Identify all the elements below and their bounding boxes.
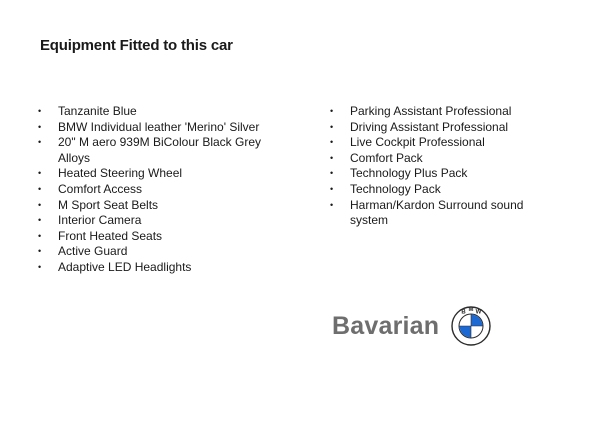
bullet-icon: • [38, 137, 42, 148]
dealer-logo [332, 306, 491, 346]
list-item: • Active Guard [38, 244, 128, 259]
bullet-icon: • [330, 121, 334, 132]
list-item: • Driving Assistant Professional [330, 119, 509, 134]
bullet-icon: • [38, 183, 42, 194]
equipment-list-left [38, 104, 288, 276]
bullet-icon: • [38, 261, 42, 272]
bullet-icon: • [330, 106, 334, 116]
page-title: Equipment Fitted to this car [40, 37, 233, 54]
bullet-icon: • [38, 230, 42, 241]
bullet-icon: • [330, 199, 334, 210]
bullet-icon: • [38, 168, 42, 179]
equipment-list-right [330, 104, 530, 229]
bullet-icon: • [38, 121, 42, 132]
bullet-icon: • [330, 168, 334, 179]
list-item: • Technology Plus Pack [330, 166, 468, 181]
list-item: • Technology Pack [330, 181, 441, 196]
bullet-icon: • [330, 137, 334, 148]
list-item: • BMW Individual leather 'Merino' Silver [38, 119, 260, 134]
list-item: • Live Cockpit Professional [330, 135, 485, 150]
list-item: • M Sport Seat Belts [38, 197, 159, 212]
list-item: • Harman/Kardon Surround sound system [330, 197, 524, 228]
list-item: • Adaptive LED Headlights [38, 259, 192, 274]
list-item: • Interior Camera [38, 213, 142, 228]
bullet-icon: • [38, 106, 42, 116]
list-item: • 20" M aero 939M BiColour Black Grey Alloys [38, 135, 262, 165]
list-item: • Parking Assistant Professional [330, 104, 512, 118]
list-item: • Heated Steering Wheel [38, 166, 183, 181]
svg-text:BMW: B M W [461, 307, 482, 316]
bullet-icon: • [330, 152, 334, 163]
list-item: • Front Heated Seats [38, 228, 163, 243]
bullet-icon: • [38, 246, 42, 257]
list-item: • Comfort Access [38, 181, 143, 196]
bullet-icon: • [330, 183, 334, 194]
dealer-name: Bavarian [332, 311, 440, 340]
list-item: • Comfort Pack [330, 150, 423, 165]
bullet-icon: • [38, 199, 42, 210]
bmw-logo-icon [451, 306, 491, 346]
list-item: • Tanzanite Blue [38, 104, 137, 118]
bullet-icon: • [38, 215, 42, 226]
